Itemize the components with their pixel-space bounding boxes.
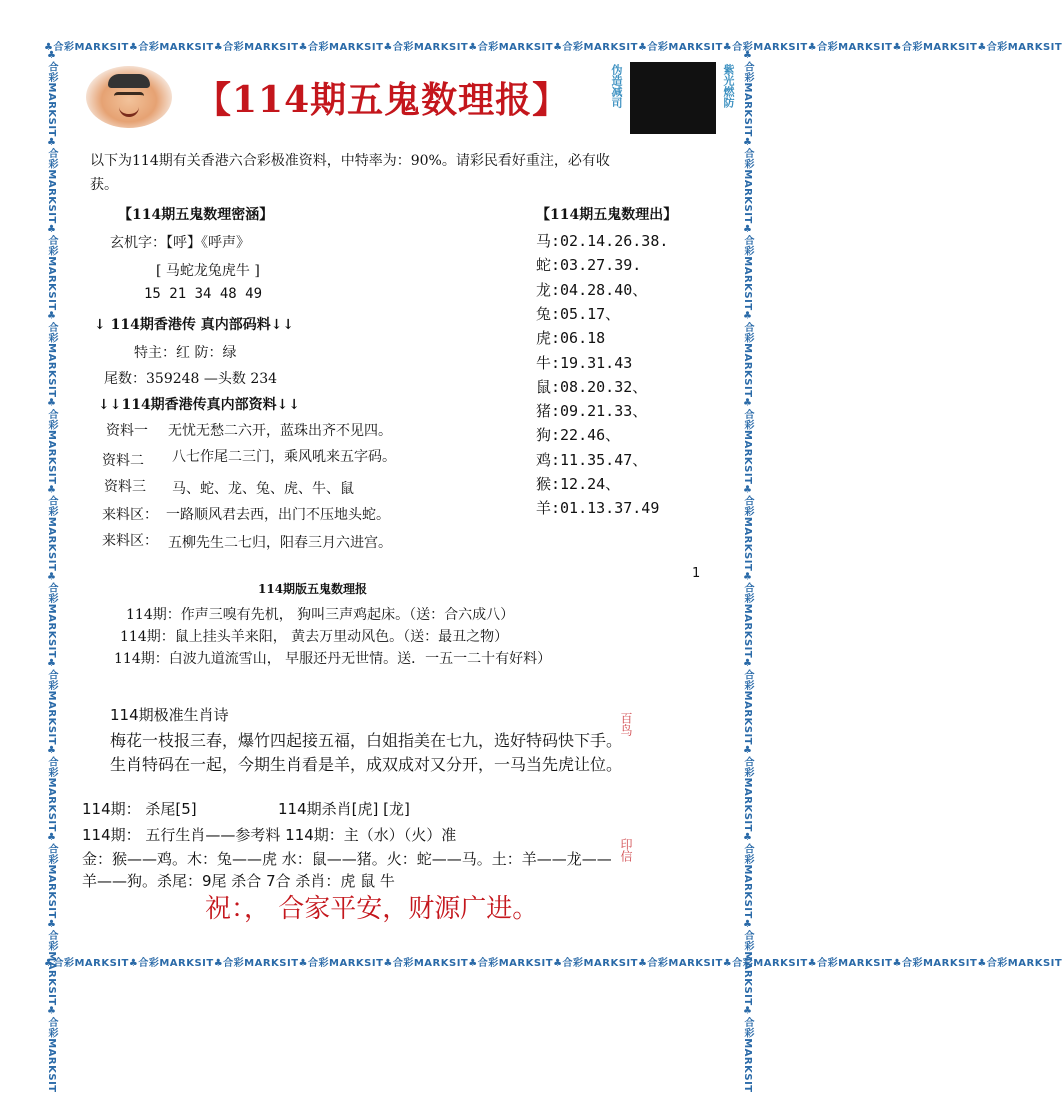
blessing-text: 祝：， 合家平安，财源广进。	[205, 894, 539, 924]
ziliao3-label: 资料三	[104, 479, 146, 495]
numbers-list: 15 21 34 48 49	[144, 286, 263, 302]
poem-line-1: 梅花一枝报三春，爆竹四起接五福，白姐指美在七九，选好特码快下手。	[110, 731, 623, 750]
border-right	[740, 50, 756, 1093]
poem-title: 114期极准生肖诗	[110, 706, 229, 724]
ziliao2-label: 资料二	[102, 453, 144, 469]
middle-line-1: 114期：作声三嗅有先机， 狗叫三声鸡起床。（送：合六成八）	[126, 607, 515, 623]
anti-fake-stamp	[608, 62, 740, 134]
kill-zodiac-line: 114期杀肖[虎] [龙]	[278, 800, 410, 818]
ziliao3-text: 马、蛇、龙、兔、虎、牛、鼠	[172, 481, 354, 497]
zodiac-number-row: 猴:12.24、	[536, 475, 621, 493]
zodiac-number-row: 羊:01.13.37.49	[536, 499, 660, 518]
intro-line-2: 获。	[90, 177, 118, 193]
hk-heading-2: ↓↓114期香港传真内部资料↓↓	[98, 397, 301, 413]
five-elements-line: 114期： 五行生肖——参考料 114期：主（水）（火）准	[82, 826, 457, 844]
zodiac-number-row: 兔:05.17、	[536, 304, 621, 323]
avatar	[86, 66, 172, 128]
avatar-eyes	[114, 92, 144, 101]
page-title: 【114期五鬼数理报】	[195, 79, 570, 121]
laiyuan2-label: 来料区：	[102, 533, 158, 549]
middle-line-3: 114期：白波九道流雪山， 早服还丹无世情。送．一五一二十有好料）	[114, 651, 552, 667]
zodiac-number-row: 马:02.14.26.38.	[536, 232, 669, 250]
left-section-title: 【114期五鬼数理密涵】	[118, 207, 274, 223]
zodiac-number-row: 龙:04.28.40、	[536, 280, 648, 299]
middle-line-2: 114期：鼠上挂头羊来阳， 黄去万里动风色。（送：最丑之物）	[120, 629, 509, 645]
stamp-right-text: 紫光燃防	[722, 64, 735, 108]
laiyuan1-text: 一路顺风君去西，出门不压地头蛇。	[166, 507, 390, 523]
zodiac-number-row: 牛:19.31.43	[536, 353, 633, 372]
right-section-title: 【114期五鬼数理出】	[536, 207, 678, 223]
ziliao2-text: 八七作尾二三门，乘风吼来五字码。	[172, 449, 396, 465]
special-color: 特主：红 防：绿	[134, 345, 237, 361]
kill-tail-line: 114期： 杀尾[5]	[82, 800, 197, 818]
stamp-redacted-block	[630, 62, 716, 134]
border-top: ♣合彩MARKSIT♣合彩MARKSIT♣合彩MARKSIT♣合彩MARKSIT♣合彩MARKSIT♣合彩MARKSIT♣合彩MARKSIT♣合彩MARKSIT♣合彩MARKSIT♣合彩MARKSIT♣合彩MARKSIT♣合彩MARKSIT	[44, 42, 1062, 53]
border-right-text: ♣合彩MARKSIT♣合彩MARKSIT♣合彩MARKSIT♣合彩MARKSIT♣合彩MARKSIT♣合彩MARKSIT♣合彩MARKSIT♣合彩MARKSIT♣合彩MARKSIT♣合彩MARKSIT♣合彩MARKSIT♣合彩MARKSIT	[742, 50, 753, 1093]
summary-kill-line: 羊——狗。杀尾：9尾 杀合 7合 杀肖：虎 鼠 牛	[82, 872, 395, 890]
zodiac-number-row: 蛇:03.27.39.	[536, 256, 642, 275]
zodiac-number-row: 猪:09.21.33、	[536, 402, 648, 421]
red-seal-1: 百鸟	[619, 712, 633, 736]
zodiac-number-row: 鼠:08.20.32、	[536, 377, 648, 396]
ziliao1-label: 资料一	[106, 423, 148, 439]
ziliao1-text: 无忧无愁二六开，蓝珠出齐不见四。	[168, 423, 392, 439]
elements-mapping-line: 金：猴——鸡。木：兔——虎 水：鼠——猪。火：蛇——马。土：羊——龙——	[82, 850, 612, 868]
stamp-left-text: 伪造减司	[610, 64, 623, 108]
middle-subtitle: 114期版五鬼数理报	[258, 582, 368, 596]
tail-head-numbers: 尾数：359248 —头数 234	[104, 371, 278, 387]
page-number: 1	[692, 566, 701, 581]
red-seal-2: 印信	[619, 838, 633, 862]
poem-line-2: 生肖特码在一起，今期生肖看是羊，成双成对又分开，一马当先虎让位。	[110, 755, 623, 774]
border-left-text: ♣合彩MARKSIT♣合彩MARKSIT♣合彩MARKSIT♣合彩MARKSIT♣合彩MARKSIT♣合彩MARKSIT♣合彩MARKSIT♣合彩MARKSIT♣合彩MARKSIT♣合彩MARKSIT♣合彩MARKSIT♣合彩MARKSIT	[46, 50, 57, 1093]
xuanji-text: 玄机字：【呼】《呼声》	[110, 235, 250, 251]
intro-line-1: 以下为114期有关香港六合彩极准资料，中特率为：90%。请彩民看好重注，必有收	[90, 153, 610, 169]
laiyuan1-label: 来料区：	[102, 507, 158, 523]
laiyuan2-text: 五柳先生二七归，阳春三月六进宫。	[168, 535, 392, 551]
border-bottom: ♣合彩MARKSIT♣合彩MARKSIT♣合彩MARKSIT♣合彩MARKSIT♣合彩MARKSIT♣合彩MARKSIT♣合彩MARKSIT♣合彩MARKSIT♣合彩MARKSIT♣合彩MARKSIT♣合彩MARKSIT♣合彩MARKSIT	[44, 958, 1062, 969]
hk-heading-1: ↓ 114期香港传 真内部码料↓↓	[94, 317, 295, 333]
zodiac-list: [ 马蛇龙兔虎牛 ]	[156, 263, 260, 279]
zodiac-number-row: 虎:06.18	[536, 329, 606, 348]
avatar-hair	[108, 74, 150, 88]
avatar-mouth	[119, 106, 139, 117]
zodiac-number-row: 鸡:11.35.47、	[536, 450, 648, 469]
zodiac-number-row: 狗:22.46、	[536, 426, 621, 445]
border-left	[44, 50, 60, 1093]
